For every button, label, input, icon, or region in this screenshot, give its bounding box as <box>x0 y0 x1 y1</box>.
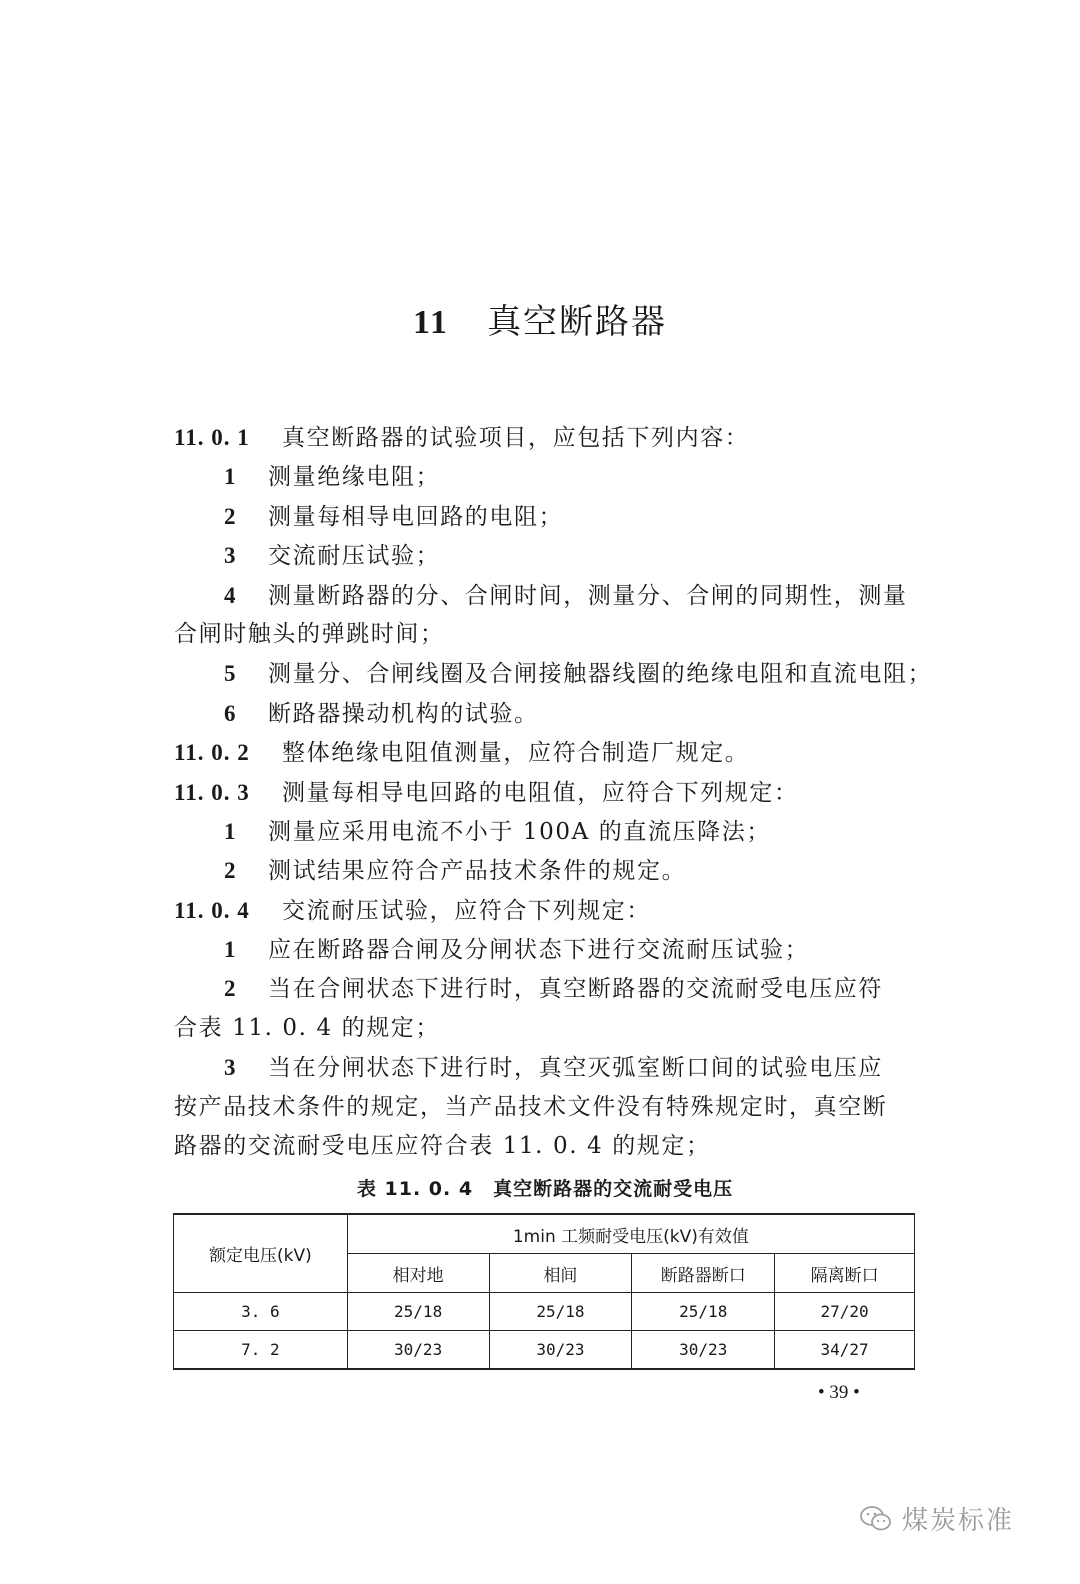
table-row <box>174 1293 915 1331</box>
item-number: 1 <box>224 937 238 963</box>
list-item <box>174 536 916 575</box>
line-text: 应在断路器合闸及分闸状态下进行交流耐压试验； <box>268 937 810 964</box>
clause-line <box>174 418 916 457</box>
table-cell: 7. 2 <box>174 1331 348 1370</box>
line-text: 测试结果应符合产品技术条件的规定。 <box>268 858 687 885</box>
list-item <box>174 969 916 1008</box>
table-cell: 34/27 <box>775 1331 915 1370</box>
clause-number: 11. 0. 1 <box>174 425 250 450</box>
continuation-line <box>174 615 916 654</box>
chapter-title: 真空断路器 <box>487 302 668 342</box>
table-cell: 30/23 <box>347 1331 489 1370</box>
wechat-icon <box>860 1505 892 1533</box>
list-item <box>174 576 916 615</box>
list-item <box>174 930 916 969</box>
table-cell: 27/20 <box>775 1293 915 1331</box>
line-text: 当在分闸状态下进行时，真空灭弧室断口间的试验电压应 <box>268 1055 883 1082</box>
watermark-text: 煤炭标准 <box>902 1506 1015 1536</box>
line-text: 路器的交流耐受电压应符合表 11. 0. 4 的规定； <box>174 1133 711 1160</box>
page-number: • 39 • <box>818 1382 860 1403</box>
table-row <box>174 1331 915 1370</box>
table-caption-number: 表 11. 0. 4 <box>356 1178 474 1200</box>
table-cell: 25/18 <box>489 1293 632 1331</box>
line-text: 合闸时触头的弹跳时间； <box>174 620 445 647</box>
line-text: 真空断路器的试验项目，应包括下列内容： <box>282 425 750 451</box>
line-text: 测量每相导电回路的电阻； <box>268 503 564 530</box>
subheader-isolating-gap: 隔离断口 <box>775 1254 915 1293</box>
list-item <box>174 497 916 536</box>
clause-number: 11. 0. 3 <box>174 779 250 805</box>
line-text: 当在合闸状态下进行时，真空断路器的交流耐受电压应符 <box>268 976 883 1003</box>
list-item <box>174 1048 916 1087</box>
chapter-number: 11 <box>412 304 450 341</box>
table-cell: 25/18 <box>347 1293 489 1331</box>
line-text: 合表 11. 0. 4 的规定； <box>174 1014 440 1041</box>
list-item <box>174 654 933 693</box>
list-item <box>174 694 916 733</box>
item-number: 3 <box>224 543 238 569</box>
clause-line <box>174 773 916 812</box>
item-number: 2 <box>224 858 238 884</box>
rated-voltage-header: 额定电压(kV) <box>174 1214 348 1293</box>
voltage-table <box>173 1213 915 1370</box>
table-cell: 25/18 <box>632 1293 775 1331</box>
subheader-breaker-gap: 断路器断口 <box>632 1254 775 1293</box>
clause-line <box>174 733 916 772</box>
line-text: 测量每相导电回路的电阻值，应符合下列规定： <box>282 779 799 806</box>
line-text: 交流耐压试验，应符合下列规定： <box>282 897 651 924</box>
item-number: 1 <box>224 464 238 490</box>
chapter-heading <box>0 294 1080 343</box>
list-item <box>174 851 916 890</box>
subheader-phase-to-ground: 相对地 <box>347 1254 489 1293</box>
clause-number: 11. 0. 4 <box>174 897 250 923</box>
item-number: 4 <box>224 582 238 608</box>
item-number: 2 <box>224 976 238 1002</box>
watermark <box>860 1500 1014 1537</box>
table-caption <box>0 1174 1080 1201</box>
line-text: 测量断路器的分、合闸时间，测量分、合闸的同期性，测量 <box>268 582 908 609</box>
line-text: 测量绝缘电阻； <box>268 464 441 491</box>
item-number: 6 <box>224 700 238 726</box>
table-cell: 30/23 <box>632 1331 775 1370</box>
continuation-line <box>174 1127 916 1166</box>
line-text: 交流耐压试验； <box>268 543 441 570</box>
clause-line <box>174 891 916 930</box>
table-caption-title: 真空断路器的交流耐受电压 <box>493 1178 734 1200</box>
subheader-phase-to-phase: 相间 <box>489 1254 632 1293</box>
table-header-row <box>174 1214 915 1254</box>
table-cell: 3. 6 <box>174 1293 348 1331</box>
line-text: 断路器操动机构的试验。 <box>268 700 539 727</box>
line-text: 测量分、合闸线圈及合闸接触器线圈的绝缘电阻和直流电阻； <box>268 661 933 688</box>
clause-number: 11. 0. 2 <box>174 740 250 766</box>
continuation-line <box>174 1009 916 1048</box>
line-text: 测量应采用电流不小于 100A 的直流压降法； <box>268 818 771 845</box>
withstand-voltage-header: 1min 工频耐受电压(kV)有效值 <box>347 1214 914 1254</box>
item-number: 2 <box>224 503 238 529</box>
line-text: 按产品技术条件的规定，当产品技术文件没有特殊规定时，真空断 <box>174 1093 888 1120</box>
continuation-line <box>174 1088 916 1127</box>
item-number: 1 <box>224 818 238 844</box>
item-number: 5 <box>224 661 238 687</box>
list-item <box>174 812 916 851</box>
line-text: 整体绝缘电阻值测量，应符合制造厂规定。 <box>282 740 750 767</box>
item-number: 3 <box>224 1055 238 1081</box>
list-item <box>174 457 916 496</box>
table-cell: 30/23 <box>489 1331 632 1370</box>
body-text <box>174 418 933 1166</box>
